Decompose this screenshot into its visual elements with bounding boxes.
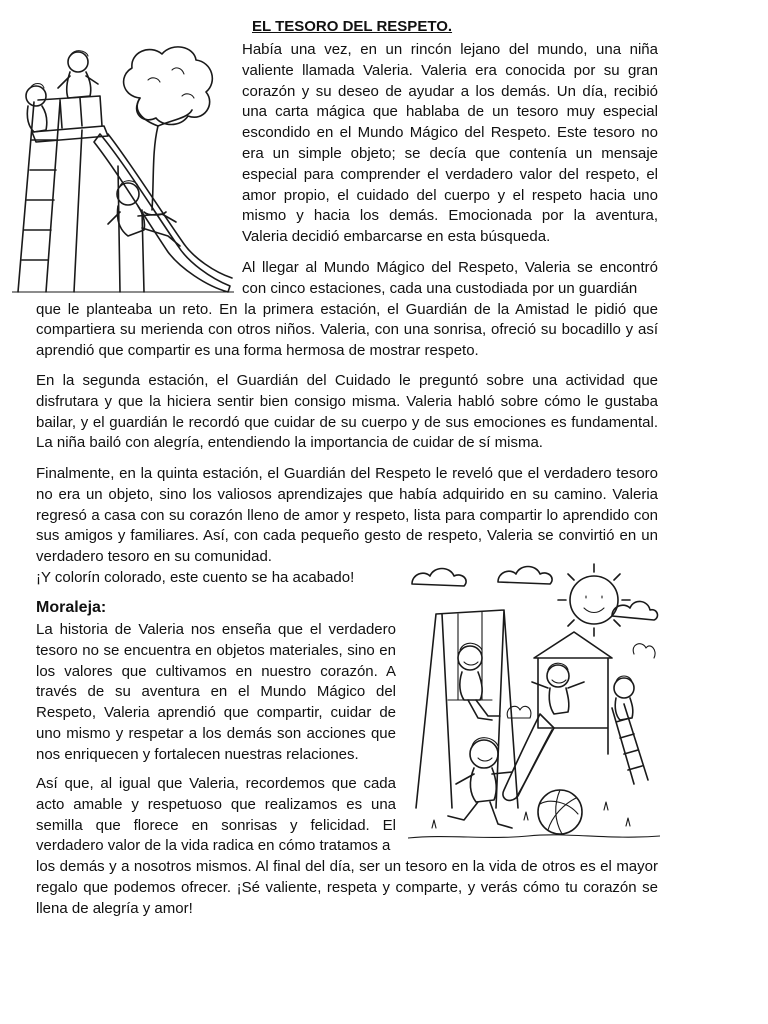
moral-paragraph-1: La historia de Valeria nos enseña que el verdadero tesoro no se encuentra en objetos materiales, sino en los valores que cultivamos en nuestro corazón. A través de su aventura en el Mundo Mágico del Respeto, Valeria aprendió que compartir, cuidar de uno mismo y respetar a los demás son acciones que nos enriquecen y fortalecen nuestras relaciones. (36, 621, 396, 763)
story-title: EL TESORO DEL RESPETO. (252, 18, 453, 35)
moral-heading: Moraleja: (36, 599, 107, 616)
story-closing: ¡Y colorín colorado, este cuento se ha acabado! (36, 568, 355, 586)
story-paragraph-2-rest: que le planteaba un reto. En la primera estación, el Guardián de la Amistad le pidió que compartiera su merienda con otros niños. Valeria, con una sonrisa, ofreció su bocadillo y así aprendió que compartir es una forma hermosa de mostrar respeto. (36, 300, 658, 360)
moral-paragraph-2-rest: los demás y a nosotros mismos. Al final del día, ser un tesoro en la vida de otros es el mayor regalo que podemos ofrecer. ¡Sé valiente, respeta y comparte, y verás cómo tu corazón se llena de alegría y amor! (36, 858, 658, 917)
story-paragraph-2-start: Al llegar al Mundo Mágico del Respeto, Valeria se encontró con cinco estaciones, cada una custodiada por un guardián (242, 259, 658, 297)
moral-paragraph-2-start: Así que, al igual que Valeria, recordemos que cada acto amable y respetuoso que realizamos es una semilla que florece en sonrisas y felicidad. El verdadero valor de la vida radica en cómo tratamos a (36, 775, 396, 855)
story-paragraph-4: Finalmente, en la quinta estación, el Guardián del Respeto le reveló que el verdadero tesoro no era un objeto, sino los valiosos aprendizajes que había adquirido en su camino. Valeria regresó a casa con su corazón lleno de amor y respeto, lista para compartir lo aprendido con sus amigos y familiares. Así, con cada pequeño gesto de respeto, Valeria se convirtió en un verdadero tesoro en su comunidad. (36, 465, 658, 566)
slide-children-illustration (12, 40, 234, 294)
story-paragraph-2 (36, 258, 658, 362)
playground-illustration (408, 558, 660, 848)
story-paragraph-1: Había una vez, en un rincón lejano del mundo, una niña valiente llamada Valeria. Valeria era conocida por su gran corazón y su deseo de ayudar a los demás. Un día, recibió una carta mágica que hablaba de un tesoro muy especial escondido en el Mundo Mágico del Respeto. Este tesoro no era un simple objeto; se decía que contenía un mensaje especial para comprender el verdadero valor del respeto, el amor propio, el cuidado del cuerpo y el respeto hacia uno mismo y hacia los demás. Emocionada por la aventura, Valeria decidió embarcarse en esta búsqueda. (242, 41, 658, 246)
story-paragraph-3: En la segunda estación, el Guardián del Cuidado le preguntó sobre una actividad que disfrutara y que la hiciera sentir bien consigo misma. Valeria habló sobre cómo le gustaba bailar, y el guardián le recordó que cuidar de su cuerpo y de sus emociones es fundamental. La niña bailó con alegría, entendiendo la importancia de cuidar de sí misma. (36, 372, 658, 452)
